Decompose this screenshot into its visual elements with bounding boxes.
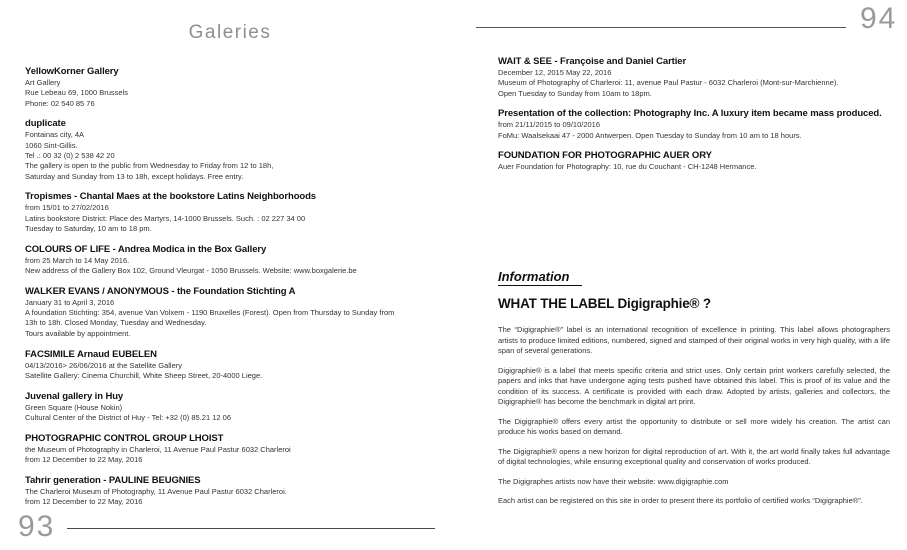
listing-detail-line: 04/13/2016> 26/06/2016 at the Satellite Gallery: [25, 360, 182, 370]
listing-title: FACSIMILE Arnaud EUBELEN: [25, 348, 157, 360]
page-title-galeries: Galeries: [188, 22, 272, 43]
page-footer: [18, 510, 435, 544]
listing-title: YellowKorner Gallery: [25, 66, 119, 77]
listing-detail-line: 1060 Sint-Gillis.: [25, 140, 78, 150]
listing-detail-line: Fontainas city, 4A: [25, 130, 85, 140]
listing-detail-line: Museum of Photography of Charleroi: 11, avenue Paul Pastur - 6032 Charleroi (Mont-sur-Marchienne).: [498, 78, 839, 88]
listing-detail-line: Cultural Center of the District of Huy - Tel: +32 (0) 85.21 12 06: [25, 412, 232, 422]
listing-detail-line: Auer Foundation for Photography: 10, rue du Couchant - CH-1248 Hermance.: [498, 162, 757, 172]
listing-title: WALKER EVANS / ANONYMOUS - the Foundation Stichting A: [25, 285, 296, 297]
footer-rule: [67, 528, 435, 529]
listing-detail-line: 13h to 18h. Closed Monday, Tuesday and Wednesday.: [25, 318, 207, 328]
listing-entry: [25, 391, 449, 424]
page-header: [476, 2, 897, 36]
listing-detail-line: New address of the Gallery Box 102, Ground Vleurgat - 1050 Brussels. Website: www.boxgalerie.be: [25, 266, 357, 276]
listing-detail-line: Green Square (House Nokin): [25, 402, 123, 412]
exhibition-listings: [498, 56, 898, 182]
information-paragraph: The Digigraphes artists now have their website: www.digigraphie.com: [498, 476, 729, 486]
listing-detail-line: Tel .: 00 32 (0) 2 538 42 20: [25, 150, 115, 160]
header-rule: [476, 27, 846, 28]
listing-detail-line: A foundation Stichting: 354, avenue Van Volxem - 1190 Bruxelles (Forest). Open from Thursday to Sunday from: [25, 308, 395, 318]
listing-title: FOUNDATION FOR PHOTOGRAPHIC AUER ORY: [498, 150, 712, 162]
listing-title: PHOTOGRAPHIC CONTROL GROUP LHOIST: [25, 432, 224, 444]
information-paragraph: The Digigraphie® opens a new horizon for digital reproduction of art. With it, the art world finally takes full advantage of digital technologies, while ensuring exceptional quality and conservation of works produced.: [498, 446, 890, 466]
listing-entry: [25, 66, 449, 109]
listing-entry: [25, 191, 449, 234]
listing-title: WAIT & SEE - Françoise and Daniel Cartier: [498, 56, 687, 67]
listing-entry: [498, 108, 898, 141]
listing-title: Juvenal gallery in Huy: [25, 390, 124, 402]
listing-entry: [25, 118, 449, 181]
page-number-93: 93: [18, 510, 56, 543]
listing-detail-line: Open Tuesday to Sunday from 10am to 18pm.: [498, 88, 652, 98]
listing-detail-line: the Museum of Photography in Charleroi, 11 Avenue Paul Pastur 6032 Charleroi: [25, 444, 291, 454]
listing-entry: [25, 286, 449, 339]
listing-detail-line: Art Gallery: [25, 78, 61, 87]
information-paragraph: The Digigraphie® offers every artist the opportunity to distribute or sell more widely his creation. The artist can produce his works based on demand.: [498, 416, 890, 436]
listing-detail-line: from 21/11/2015 to 09/10/2016: [498, 120, 601, 130]
listing-detail-line: December 12, 2015 May 22, 2016: [498, 68, 612, 77]
listing-detail-line: Satellite Gallery: Cinema Churchill, White Sheep Street, 20-4000 Liege.: [25, 370, 263, 380]
information-paragraph: Digigraphie® is a label that meets specific criteria and strict uses. Only certain print workers carefully selected, the papers and inks that have undergone aging tests pushed have obtained this label. This is proof of its value and the condition of its success. A certificate is provided with each draw. Adopted by artists, galleries and collectors, the Digigraphie® has become the benchmark in digital art print.: [498, 365, 890, 406]
listing-detail-line: January 31 to April 3, 2016: [25, 297, 115, 307]
listing-detail-line: The gallery is open to the public from Wednesday to Friday from 12 to 18h,: [25, 161, 274, 171]
listing-detail-line: Latins bookstore District: Place des Martyrs, 14-1000 Brussels. Such. : 02 227 34 00: [25, 213, 306, 223]
information-section-heading: Information: [498, 269, 582, 286]
listing-detail-line: FoMu: Waalsekaai 47 - 2000 Antwerpen. Open Tuesday to Sunday from 10 am to 18 hours.: [498, 130, 802, 140]
page-93: [0, 0, 453, 550]
listing-title: Presentation of the collection: Photography Inc. A luxury item became mass produced.: [498, 108, 882, 120]
listing-entry: [25, 244, 449, 277]
listing-detail-line: Phone: 02 540 85 76: [25, 98, 95, 108]
information-paragraph: Each artist can be registered on this site in order to present there its portfolio of certified works “Digigraphie®”.: [498, 496, 863, 505]
listing-detail-line: from 12 December to 22 May, 2016: [25, 455, 143, 465]
page-94: [454, 0, 907, 550]
listing-detail-line: from 25 March to 14 May 2016.: [25, 255, 130, 265]
listing-detail-line: Rue Lebeau 69, 1000 Brussels: [25, 88, 128, 98]
listing-detail-line: Tuesday to Saturday, 10 am to 18 pm.: [25, 223, 152, 233]
listing-detail-line: from 15/01 to 27/02/2016: [25, 203, 109, 213]
information-section: [498, 268, 890, 516]
information-paragraph: The “Digigraphie®” label is an international recognition of excellence in printing. This label allows photographers artists to produce limited editions, numbered, signed and stamped of their original works in very high quality, with a life span of several generations.: [498, 325, 890, 355]
listing-detail-line: Saturday and Sunday from 13 to 18h, except holidays. Free entry.: [25, 171, 244, 181]
listing-entry: [498, 56, 898, 99]
information-paragraphs: [498, 325, 890, 507]
listing-entry: [25, 349, 449, 382]
listing-entry: [25, 475, 449, 508]
digigraphie-label-heading: WHAT THE LABEL Digigraphie® ?: [498, 296, 711, 311]
listing-title: duplicate: [25, 118, 66, 130]
page-number-94: 94: [860, 2, 898, 35]
gallery-listings: [25, 66, 449, 517]
listing-title: Tahrir generation - PAULINE BEUGNIES: [25, 474, 201, 486]
listing-entry: [25, 433, 449, 466]
listing-title: COLOURS OF LIFE - Andrea Modica in the Box Gallery: [25, 243, 267, 255]
listing-detail-line: from 12 December to 22 May, 2016: [25, 497, 143, 507]
listing-detail-line: Tours available by appointment.: [25, 328, 131, 338]
listing-detail-line: The Charleroi Museum of Photography, 11 Avenue Paul Pastur 6032 Charleroi.: [25, 486, 287, 496]
listing-title: Tropismes - Chantal Maes at the bookstore Latins Neighborhoods: [25, 191, 316, 203]
listing-entry: [498, 150, 898, 172]
